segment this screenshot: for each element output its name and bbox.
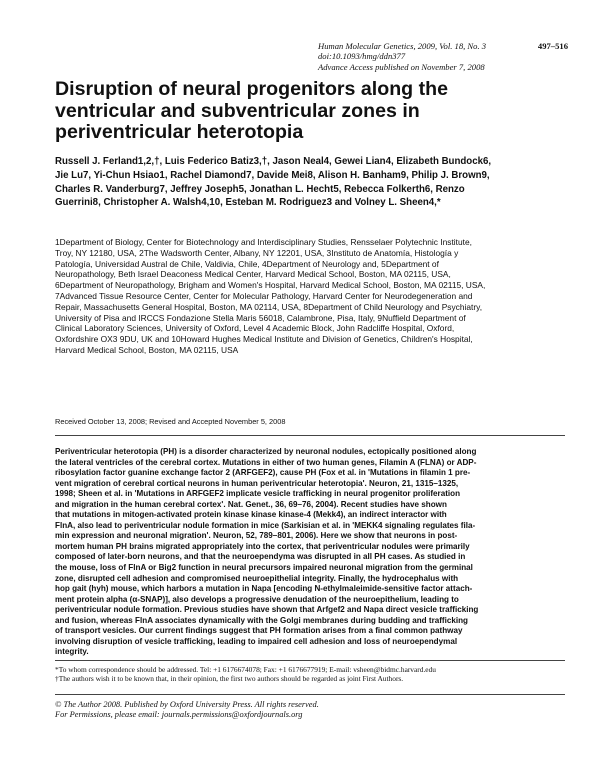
- abstract-line: mortem human PH brains migrated appropriately into the cortex, that periventricular nodules were primarily: [55, 541, 470, 551]
- abstract-line: ment protein alpha (α-SNAP)], also develops a progressive denudation of the neuroepithelium, leading to: [55, 594, 459, 604]
- affiliation-line: Repair, Massachusetts General Hospital, Boston, MA 02114, USA, 8Department of Child Neurology and Psychiatry,: [55, 301, 483, 312]
- correspondence-footnote: *To whom correspondence should be addressed. Tel: +1 6176674078; Fax: +1 6176677919; E-mail: vsheen@bidmc.harvard.edu: [55, 665, 436, 674]
- copyright-line: © The Author 2008. Published by Oxford University Press. All rights reserved.: [55, 700, 319, 709]
- author-line: Charles R. Vanderburg7, Jeffrey Joseph5, Jonathan L. Hecht5, Rebecca Folkerth6, Renzo: [55, 183, 465, 195]
- advance-access: Advance Access published on November 7, 2008: [318, 61, 485, 72]
- abstract-line: of transport vesicles. Our current findings suggest that PH formation arises from a final common pathway: [55, 626, 463, 636]
- affiliations: [55, 237, 565, 356]
- affiliation-line: Oxfordshire OX3 9DU, UK and 10Howard Hughes Medical Institute and Division of Genetics, Children's Hospital,: [55, 334, 473, 345]
- abstract-line: involving disruption of vesicle trafficking, leading to impaired cell adhesion and loss of neuroependymal: [55, 636, 458, 646]
- abstract-line: Periventricular heterotopia (PH) is a disorder characterized by neuronal nodules, ectopically positioned along: [55, 447, 477, 456]
- copyright: [55, 700, 565, 721]
- page-range: 497–516: [537, 41, 568, 51]
- abstract-line: vent migration of cerebral cortical neurons in human periventricular heterotopia'. Neuron, 21, 1315–1325,: [55, 478, 459, 488]
- abstract-line: FlnA, also lead to periventricular nodule formation in mice (Sarkisian et al. in 'MEKK4 signaling regulates fila-: [55, 520, 476, 530]
- divider: [55, 694, 565, 695]
- affiliation-line: 1Department of Biology, Center for Biotechnology and Interdisciplinary Studies, Rensselaer Polytechnic Institute,: [55, 237, 472, 247]
- permissions-line: For Permissions, please email: journals.permissions@oxfordjournals.org: [55, 710, 303, 720]
- title-line: Disruption of neural progenitors along the: [55, 78, 448, 100]
- divider: [55, 660, 565, 661]
- author-line: Guerrini8, Christopher A. Walsh4,10, Esteban M. Rodriguez3 and Volney L. Sheen4,*: [55, 197, 441, 209]
- abstract-line: that mutations in mitogen-activated protein kinase kinase kinase-4 (Mekk4), an indirect interactor with: [55, 510, 447, 520]
- doi: doi:10.1093/hmg/ddn377: [318, 51, 406, 62]
- joint-authors-footnote: †The authors wish it to be known that, in their opinion, the first two authors should be regarded as joint First Authors.: [55, 673, 404, 683]
- abstract-line: min expression and neuronal migration'. Neuron, 52, 789–801, 2006). Here we show that neurons in post-: [55, 531, 458, 541]
- affiliation-line: Neuropathology, Beth Israel Deaconess Medical Center, Harvard Medical School, Boston, MA 02115, USA,: [55, 269, 451, 280]
- title-line: periventricular heterotopia: [55, 121, 304, 143]
- affiliation-line: University of Pisa and IRCCS Fondazione Stella Maris 56018, Calambrone, Pisa, Italy, 9Nuffield Department of: [55, 312, 466, 323]
- abstract-line: and migration in the human cerebral cortex'. Nat. Genet., 36, 69–76, 2004). Recent studies have shown: [55, 499, 447, 509]
- abstract-line: the lateral ventricles of the cerebral cortex. Mutations in either of two human genes, Filamin A (FLNA) or ADP-: [55, 457, 477, 467]
- abstract-line: 1998; Sheen et al. in 'Mutations in ARFGEF2 implicate vesicle trafficking in neural progenitor proliferation: [55, 489, 461, 499]
- affiliation-line: Harvard Medical School, Boston, MA 02115, USA: [55, 344, 239, 355]
- abstract-line: hop gait (hyh) mouse, which harbors a mutation in Napa [encoding N-ethylmaleimide-sensitive factor attach-: [55, 584, 473, 594]
- affiliation-line: Troy, NY 12180, USA, 2The Wadsworth Center, Albany, NY 12201, USA, 3Instituto de Anatomía, Histología y: [55, 247, 459, 258]
- author-list: [55, 155, 565, 210]
- abstract-line: periventricular nodule formation. Previous studies have shown that Arfgef2 and Napa direct vesicle trafficking: [55, 605, 479, 615]
- abstract-line: zone, disrupted cell adhesion and compromised neuroepithelial integrity. Finally, the hydrocephalus with: [55, 573, 459, 583]
- abstract-line: ribosylation factor guanine exchange factor 2 (ARFGEF2), cause PH (Fox et al. in 'Mutations in filamin 1 pre-: [55, 468, 471, 478]
- abstract-line: composed of later-born neurons, and that the neuroependyma was disrupted in all PH cases. As studied in: [55, 552, 466, 562]
- journal-citation: Human Molecular Genetics, 2009, Vol. 18, No. 3: [318, 41, 487, 51]
- author-line: Russell J. Ferland1,2,†, Luis Federico Batiz3,†, Jason Neal4, Gewei Lian4, Elizabeth Bundock6,: [55, 156, 492, 167]
- title-line: ventricular and subventricular zones in: [55, 99, 420, 122]
- abstract: [55, 447, 565, 658]
- abstract-line: the mouse, loss of FlnA or Big2 function in neural precursors impaired neuronal migration from the germinal: [55, 563, 473, 573]
- affiliation-line: 6Department of Neuropathology, Brigham and Women's Hospital, Harvard Medical School, Boston, MA 02115, USA,: [55, 280, 486, 291]
- abstract-line: integrity.: [55, 647, 89, 657]
- article-title: [55, 79, 555, 144]
- author-line: Jie Lu7, Yi-Chun Hsiao1, Rachel Diamond7, Davide Mei8, Alison H. Banham9, Philip J. Brown9,: [55, 169, 490, 181]
- divider: [55, 435, 565, 436]
- abstract-line: and fusion, whereas FlnA associates dynamically with the Golgi membranes during budding and trafficking: [55, 615, 469, 625]
- affiliation-line: Patología, Universidad Austral de Chile, Valdivia, Chile, 4Department of Neurology and, 5Department of: [55, 258, 439, 269]
- affiliation-line: 7Advanced Tissue Resource Center, Center for Molecular Pathology, Harvard Center for Neurodegeneration and: [55, 290, 473, 301]
- received-dates: Received October 13, 2008; Revised and Accepted November 5, 2008: [55, 417, 286, 426]
- affiliation-line: Clinical Laboratory Sciences, University of Oxford, Level 4 Academic Block, John Radcliffe Hospital, Oxford,: [55, 323, 455, 334]
- journal-header: [318, 41, 568, 72]
- footnotes: [55, 666, 565, 684]
